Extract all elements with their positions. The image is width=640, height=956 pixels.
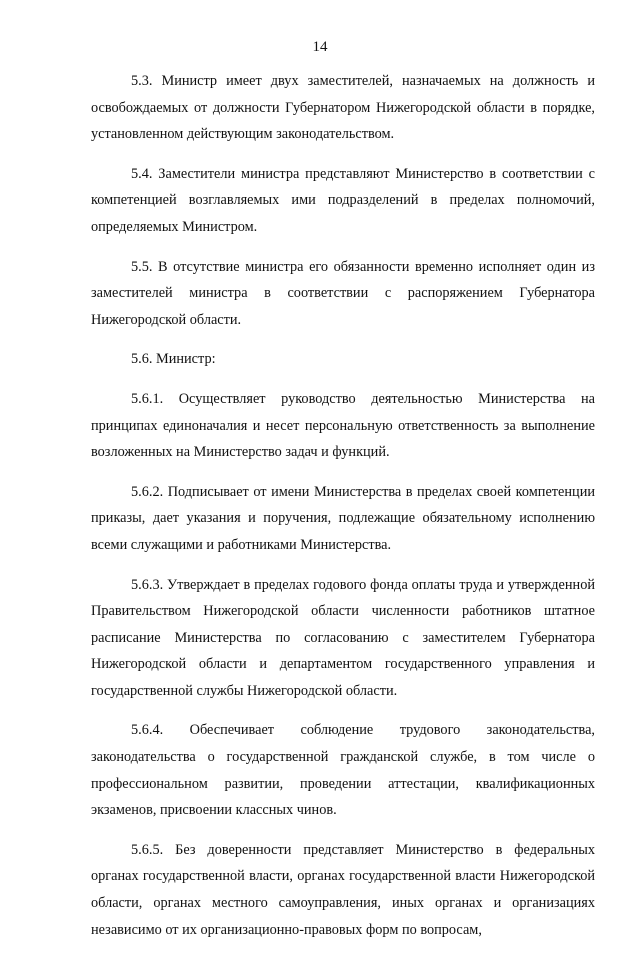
paragraph-5-6-4: 5.6.4. Обеспечивает соблюдение трудового законодательства, законодательства о государственной гражданской службе, в том числе о профессиональном развитии, проведении аттестации, квалификационных экзаменов, присвоении классных чинов. [91, 722, 595, 819]
paragraph-5-6-2: 5.6.2. Подписывает от имени Министерства в пределах своей компетенции приказы, дает указания и поручения, подлежащие обязательному исполнению всеми служащими и работниками Министерства. [91, 483, 595, 553]
paragraph-5-6-1: 5.6.1. Осуществляет руководство деятельностью Министерства на принципах единоначалия и несет персональную ответственность за выполнение возложенных на Министерство задач и функций. [91, 390, 595, 461]
paragraph-5-5: 5.5. В отсутствие министра его обязанности временно исполняет один из заместителей министра в соответствии с распоряжением Губернатора Нижегородской области. [91, 258, 595, 328]
document-body [91, 68, 595, 956]
paragraph-5-4: 5.4. Заместители министра представляют Министерство в соответствии с компетенцией возглавляемых ими подразделений в пределах полномочий, определяемых Министром. [91, 165, 595, 235]
paragraph-5-3: 5.3. Министр имеет двух заместителей, назначаемых на должность и освобождаемых от должности Губернатором Нижегородской области в порядке, установленном действующим законодательством. [91, 73, 595, 143]
page-number: 14 [312, 39, 328, 55]
paragraph-5-6: 5.6. Министр: [131, 351, 216, 368]
paragraph-5-6-5: 5.6.5. Без доверенности представляет Министерство в федеральных органах государственной власти, органах государственной власти Нижегородской области, органах местного самоуправления, иных органах и организациях независимо от их организационно-правовых форм по вопросам, [91, 841, 595, 938]
paragraph-5-6-3: 5.6.3. Утверждает в пределах годового фонда оплаты труда и утвержденной Правительством Нижегородской области численности работников штатное расписание Министерства по согласованию с заместителем Губернатора Нижегородской области и департаментом государственного управления и государственной службы Нижегородской области. [91, 576, 595, 699]
